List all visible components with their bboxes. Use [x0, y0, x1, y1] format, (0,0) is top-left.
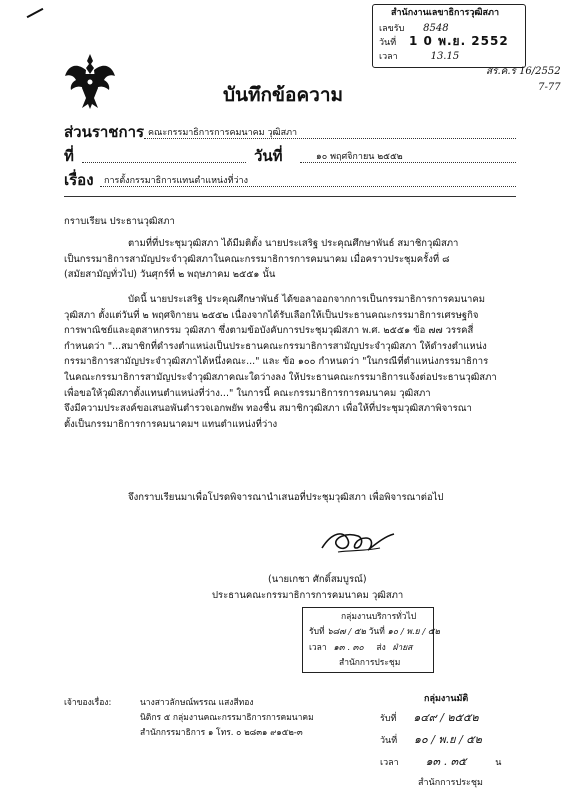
salutation: กราบเรียน ประธานวุฒิสภา	[64, 216, 175, 227]
p1-line-1: ตามที่ที่ประชุมวุฒิสภา ได้มีมติตั้ง นายประเสริฐ ประคุณศึกษาพันธ์ สมาชิกวุฒิสภา	[128, 238, 459, 249]
contact-office: สำนักกรรมาธิการ ๑ โทร. ๐ ๒๘๓๑ ๙๑๕๒-๓	[140, 728, 303, 738]
signer-name: (นายเกชา ศักดิ์สมบูรณ์)	[268, 574, 367, 585]
p2-line-2: วุฒิสภา ตั้งแต่วันที่ ๒ พฤศจิกายน ๒๕๕๒ เนื่องจากได้รับเลือกให้เป็นประธานคณะกรรมาธิการเศรษฐกิจ	[64, 309, 479, 321]
date-label: วันที่	[254, 147, 283, 165]
bottom-receive: ๑๔๙ / ๒๕๕๒	[413, 711, 479, 724]
registry-date: ๑๐ / พ.ย / ๕๒	[387, 627, 440, 637]
registry-time: ๑๓ . ๓๐	[333, 643, 364, 653]
bottom-receive-row	[380, 710, 479, 727]
bottom-date-row	[380, 732, 482, 749]
contact-role: นิติกร ๕ กลุ่มงานคณะกรรมาธิการการคมนาคม	[140, 713, 314, 723]
ref-label: ที่	[64, 147, 74, 165]
registry-stamp	[302, 607, 440, 673]
registry-office: สำนักการประชุม	[339, 658, 401, 668]
subject-dotted-line	[100, 186, 516, 187]
bottom-time: ๑๓ . ๓๕	[425, 755, 467, 768]
p1-line-2: เป็นกรรมาธิการสามัญประจำวุฒิสภาในคณะกรรมาธิการการคมนาคม เมื่อคราวประชุมครั้งที่ ๘	[64, 253, 450, 265]
side-note-line-1: สร.ค.ร 16/2552	[486, 66, 561, 77]
bottom-time-suffix: น	[495, 758, 502, 768]
signer-position: ประธานคณะกรรมาธิการการคมนาคม วุฒิสภา	[212, 590, 404, 601]
ref-dotted-line	[82, 162, 246, 163]
receipt-time: 13.15	[430, 51, 460, 62]
receipt-stamp	[372, 4, 526, 68]
agency-label: ส่วนราชการ	[64, 123, 145, 141]
p2-line-6: ในคณะกรรมาธิการสามัญประจำวุฒิสภาคณะใดว่างลง ให้ประธานคณะกรรมาธิการแจ้งต่อประธานวุฒิสภา	[64, 371, 497, 383]
registry-group: กลุ่มงานบริการทั่วไป	[341, 612, 417, 622]
side-note-line-2: 7-77	[538, 82, 561, 93]
handwritten-tick-mark	[27, 8, 44, 18]
registry-time-label: เวลา	[309, 643, 327, 653]
bottom-time-label: เวลา	[380, 758, 399, 768]
contact-name: นางสาวลักษณ์พรรณ แสงสีทอง	[140, 698, 254, 708]
date-dotted-line	[300, 162, 516, 163]
registry-time-row	[309, 641, 412, 655]
header-divider	[64, 196, 516, 197]
receipt-number-label: เลขรับ	[379, 24, 405, 34]
receipt-stamp-date-row	[379, 35, 509, 50]
p1-line-3: (สมัยสามัญทั่วไป) วันศุกร์ที่ ๒ พฤษภาคม ๒๕๕๑ นั้น	[64, 269, 276, 281]
registry-date-label: วันที่	[368, 627, 385, 637]
closing-paragraph: จึงกราบเรียนมาเพื่อโปรดพิจารณานำเสนอที่ประชุมวุฒิสภา เพื่อพิจารณาต่อไป	[128, 492, 444, 503]
registry-receive: ๖๘๗ / ๕๒	[327, 627, 366, 637]
bottom-stamp	[372, 692, 522, 792]
registry-receive-row	[309, 625, 440, 639]
p2-line-9: ตั้งเป็นกรรมาธิการการคมนาคมฯ แทนตำแหน่งที่ว่าง	[64, 418, 278, 430]
agency-dotted-line	[144, 138, 516, 139]
memo-title: บันทึกข้อความ	[222, 84, 344, 106]
registry-sent-label: ส่ง	[376, 643, 386, 653]
p2-line-4: กำหนดว่า "...สมาชิกที่ดำรงตำแหน่งเป็นประธานคณะกรรมาธิการสามัญประจำวุฒิสภา ให้ดำรงตำแหน่ง	[64, 340, 487, 352]
bottom-stamp-group: กลุ่มงานมัติ	[424, 694, 469, 704]
p2-line-7: เพื่อขอให้วุฒิสภาตั้งแทนตำแหน่งที่ว่าง..." ในการนี้ คณะกรรมาธิการการคมนาคม วุฒิสภา	[64, 387, 431, 399]
bottom-receive-label: รับที่	[380, 714, 397, 724]
receipt-time-label: เวลา	[379, 52, 398, 62]
receipt-number: 8548	[423, 23, 449, 34]
bottom-date: ๑๐ / พ.ย / ๕๒	[414, 733, 482, 746]
date-value: ๑๐ พฤศจิกายน ๒๕๕๒	[316, 152, 403, 162]
receipt-date: 1 0 พ.ย. 2552	[409, 34, 509, 48]
subject-label: เรื่อง	[64, 171, 94, 189]
bottom-date-label: วันที่	[380, 736, 398, 746]
p2-line-1: บัดนี้ นายประเสริฐ ประคุณศึกษาพันธ์ ได้ขอลาออกจากการเป็นกรรมาธิการการคมนาคม	[128, 294, 485, 305]
p2-line-5: กรรมาธิการสามัญประจำวุฒิสภาได้หนึ่งคณะ..." และ ข้อ ๑๐๐ กำหนดว่า "ในกรณีที่ตำแหน่งกรรมาธิการ	[64, 356, 489, 368]
contact-label: เจ้าของเรื่อง:	[64, 698, 112, 708]
p2-line-8: จึงมีความประสงค์ขอเสนอพันตำรวจเอกพยัพ ทองชื่น สมาชิกวุฒิสภา เพื่อให้ที่ประชุมวุฒิสภาพิจารณา	[64, 403, 472, 415]
handwritten-signature	[318, 526, 398, 556]
subject-value: การตั้งกรรมาธิการแทนตำแหน่งที่ว่าง	[104, 176, 249, 186]
receipt-date-label: วันที่	[379, 38, 397, 48]
agency-value: คณะกรรมาธิการการคมนาคม วุฒิสภา	[148, 128, 298, 138]
paragraph-1	[64, 236, 458, 283]
registry-sent: ฝ่ายส	[392, 643, 413, 653]
paragraph-2	[64, 292, 497, 432]
receipt-stamp-time-row	[379, 50, 459, 64]
bottom-stamp-office: สำนักการประชุม	[418, 778, 483, 788]
bottom-time-row	[380, 754, 501, 771]
p2-line-3: การพาณิชย์และอุตสาหกรรม วุฒิสภา ซึ่งตามข้อบังคับการประชุมวุฒิสภา พ.ศ. ๒๕๕๑ ข้อ ๗๗ วรรคสี่	[64, 325, 474, 337]
receipt-stamp-office: สำนักงานเลขาธิการวุฒิสภา	[391, 8, 500, 18]
registry-receive-label: รับที่	[309, 627, 325, 637]
